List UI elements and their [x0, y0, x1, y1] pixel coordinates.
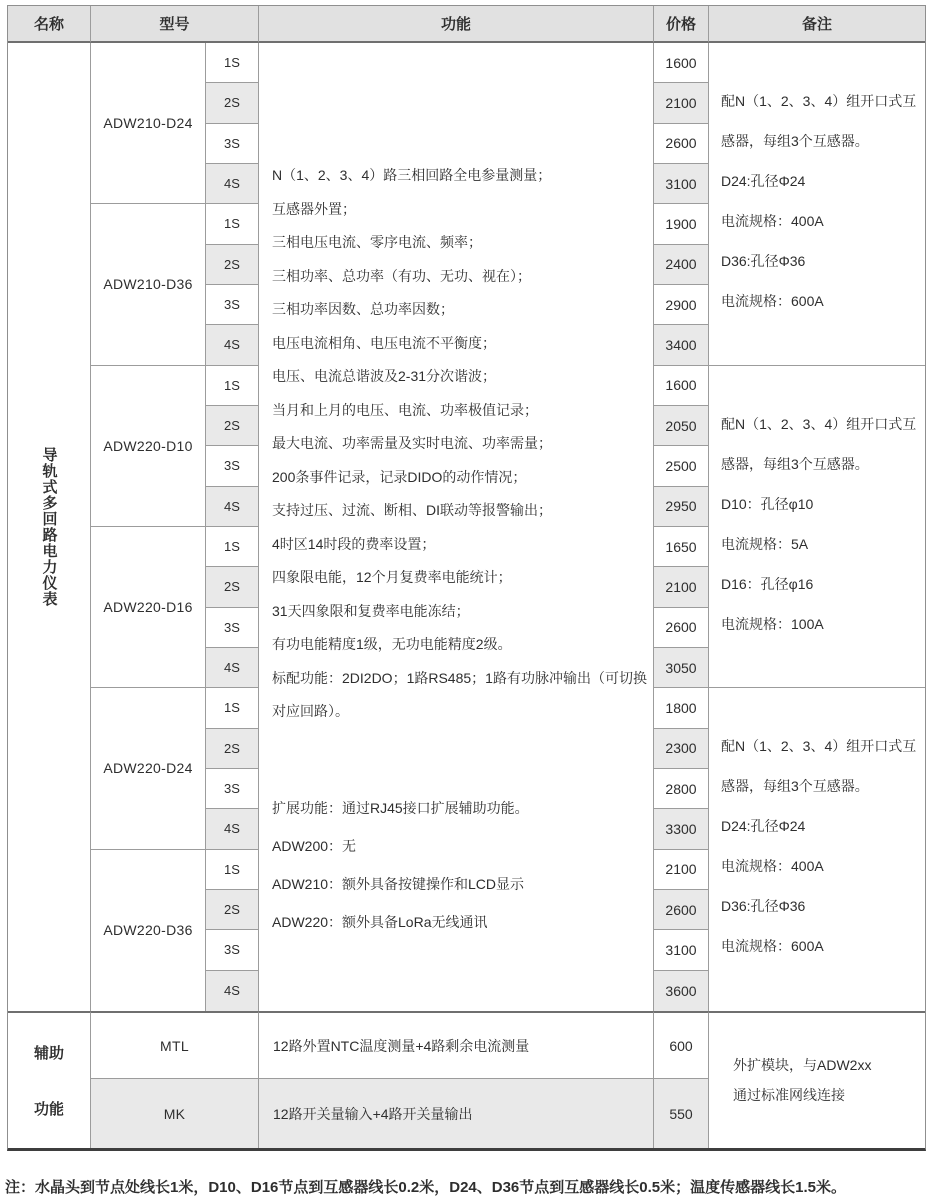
remark-line: 电流规格：400A: [721, 213, 824, 229]
footnote: 注：水晶头到节点处线长1米，D10、D16节点到互感器线长0.2米，D24、D36节点到互感器线长0.5米；温度传感器线长1.5米。: [5, 1178, 846, 1196]
variant-cell: 1S: [206, 366, 259, 406]
price-cell: 2800: [654, 769, 709, 809]
function-line: 最大电流、功率需量及实时电流、功率需量；: [272, 435, 552, 451]
remark-line: 感器，每组3个互感器。: [721, 778, 869, 795]
function-line: 31天四象限和复费率电能冻结；: [272, 602, 470, 619]
price-cell: 3100: [654, 930, 709, 970]
remark-cell: [709, 366, 925, 689]
model-cell-adw220-d10: ADW220-D10: [91, 366, 206, 527]
remark-cell: [709, 688, 925, 1011]
extension-block: [272, 789, 645, 941]
aux-function-cell: 12路开关量输入+4路开关量输出: [259, 1079, 654, 1148]
remark-line: D24:孔径Φ24: [721, 173, 806, 189]
price-cell: 3100: [654, 164, 709, 204]
remark-line: 电流规格：600A: [721, 938, 824, 955]
variant-cell: 3S: [206, 124, 259, 164]
aux-category-line: 辅助: [33, 1045, 64, 1063]
category-cell: [8, 43, 91, 1011]
price-cell: 2100: [654, 567, 709, 607]
function-line: 有功电能精度1级，无功电能精度2级。: [272, 636, 512, 652]
remark-line: 电流规格：5A: [721, 535, 809, 552]
model-cell-adw220-d16: ADW220-D16: [91, 527, 206, 688]
function-line: 四象限电能，12个月复费率电能统计；: [272, 569, 512, 585]
price-cell: 1600: [654, 366, 709, 406]
aux-price-cell: 550: [654, 1079, 709, 1148]
variant-cell: 3S: [206, 608, 259, 648]
price-cell: 2600: [654, 124, 709, 164]
remark-line: 感器，每组3个互感器。: [721, 455, 869, 472]
function-line: 互感器外置；: [272, 200, 356, 217]
remark-line: D16：孔径φ16: [721, 575, 814, 592]
header-price: 价格: [654, 6, 709, 43]
function-line: 当月和上月的电压、电流、功率极值记录；: [272, 401, 538, 418]
function-line: 电压、电流总谐波及2-31分次谐波；: [272, 368, 497, 384]
function-line: 电压电流相角、电压电流不平衡度；: [272, 334, 496, 351]
variant-cell: 3S: [206, 930, 259, 970]
variant-cell: 4S: [206, 164, 259, 204]
price-cell: 2950: [654, 487, 709, 527]
price-cell: 2600: [654, 608, 709, 648]
extension-line: ADW210：额外具备按键操作和LCD显示: [272, 875, 525, 892]
variant-cell: 1S: [206, 43, 259, 83]
function-line: 三相功率因数、总功率因数；: [272, 301, 454, 317]
remark-line: D24:孔径Φ24: [721, 818, 806, 835]
function-line: 对应回路）。: [272, 703, 349, 719]
price-cell: 3400: [654, 325, 709, 365]
remark-line: D10：孔径φ10: [721, 495, 814, 512]
price-cell: 2300: [654, 729, 709, 769]
remark-line: 感器，每组3个互感器。: [721, 133, 869, 149]
remark-line: 电流规格：600A: [721, 293, 824, 309]
variant-cell: 1S: [206, 204, 259, 244]
model-cell-adw220-d36: ADW220-D36: [91, 850, 206, 1011]
aux-price-cell: 600: [654, 1011, 709, 1080]
price-cell: 2100: [654, 83, 709, 123]
variant-cell: 4S: [206, 648, 259, 688]
variant-cell: 2S: [206, 890, 259, 930]
model-cell-adw210-d36: ADW210-D36: [91, 204, 206, 365]
remark-line: D36:孔径Φ36: [721, 898, 806, 915]
price-cell: 1600: [654, 43, 709, 83]
aux-remark-line: 外扩模块，与ADW2xx: [733, 1057, 872, 1074]
variant-cell: 3S: [206, 446, 259, 486]
function-line: 支持过压、过流、断相、DI联动等报警输出；: [272, 502, 552, 518]
function-line: 三相功率、总功率（有功、无功、视在）；: [272, 267, 531, 284]
model-cell-adw210-d24: ADW210-D24: [91, 43, 206, 204]
variant-cell: 3S: [206, 285, 259, 325]
price-cell: 3300: [654, 809, 709, 849]
header-remark: 备注: [709, 6, 925, 43]
model-cell-adw220-d24: ADW220-D24: [91, 688, 206, 849]
variant-cell: 2S: [206, 83, 259, 123]
remark-line: 配N（1、2、3、4）组开口式互: [721, 415, 917, 432]
aux-model-mk: MK: [91, 1079, 259, 1148]
extension-line: ADW200：无: [272, 837, 357, 854]
header-model: 型号: [91, 6, 259, 43]
remark-line: D36:孔径Φ36: [721, 253, 806, 269]
function-line: N（1、2、3、4）路三相回路全电参量测量；: [272, 167, 552, 183]
aux-category-line: 功能: [33, 1100, 64, 1118]
aux-remark-line: 通过标准网线连接: [733, 1087, 845, 1104]
remark-cell: [709, 43, 925, 366]
variant-cell: 1S: [206, 688, 259, 728]
variant-cell: 4S: [206, 325, 259, 365]
spec-price-table: [7, 5, 926, 1151]
price-cell: 2600: [654, 890, 709, 930]
price-cell: 1800: [654, 688, 709, 728]
aux-function-cell: 12路外置NTC温度测量+4路剩余电流测量: [259, 1011, 654, 1080]
function-line: 标配功能：2DI2DO；1路RS485；1路有功脉冲输出（可切换: [272, 669, 647, 686]
variant-cell: 2S: [206, 245, 259, 285]
price-cell: 2900: [654, 285, 709, 325]
function-line: 三相电压电流、零序电流、频率；: [272, 234, 482, 250]
variant-cell: 2S: [206, 729, 259, 769]
aux-category-cell: [8, 1011, 91, 1148]
variant-cell: 2S: [206, 567, 259, 607]
remark-line: 电流规格：100A: [721, 615, 824, 632]
header-function: 功能: [259, 6, 654, 43]
price-cell: 2100: [654, 850, 709, 890]
variant-cell: 1S: [206, 850, 259, 890]
price-cell: 2050: [654, 406, 709, 446]
function-line: 200条事件记录，记录DIDO的动作情况；: [272, 468, 527, 485]
extension-line: 扩展功能：通过RJ45接口扩展辅助功能。: [272, 799, 529, 816]
price-cell: 1650: [654, 527, 709, 567]
variant-cell: 4S: [206, 487, 259, 527]
aux-remark-cell: [709, 1011, 925, 1148]
function-cell: [259, 43, 654, 1011]
price-cell: 1900: [654, 204, 709, 244]
remark-line: 电流规格：400A: [721, 858, 824, 875]
category-label: 导轨式多回路电力仪表: [40, 446, 58, 607]
variant-cell: 3S: [206, 769, 259, 809]
variant-cell: 2S: [206, 406, 259, 446]
price-cell: 2400: [654, 245, 709, 285]
function-line: 4时区14时段的费率设置；: [272, 535, 436, 552]
price-cell: 3050: [654, 648, 709, 688]
remark-line: 配N（1、2、3、4）组开口式互: [721, 93, 917, 109]
remark-line: 配N（1、2、3、4）组开口式互: [721, 738, 917, 755]
price-cell: 3600: [654, 971, 709, 1011]
variant-cell: 4S: [206, 971, 259, 1011]
header-name: 名称: [8, 6, 91, 43]
price-cell: 2500: [654, 446, 709, 486]
variant-cell: 1S: [206, 527, 259, 567]
aux-model-mtl: MTL: [91, 1011, 259, 1080]
extension-line: ADW220：额外具备LoRa无线通讯: [272, 913, 488, 930]
variant-cell: 4S: [206, 809, 259, 849]
